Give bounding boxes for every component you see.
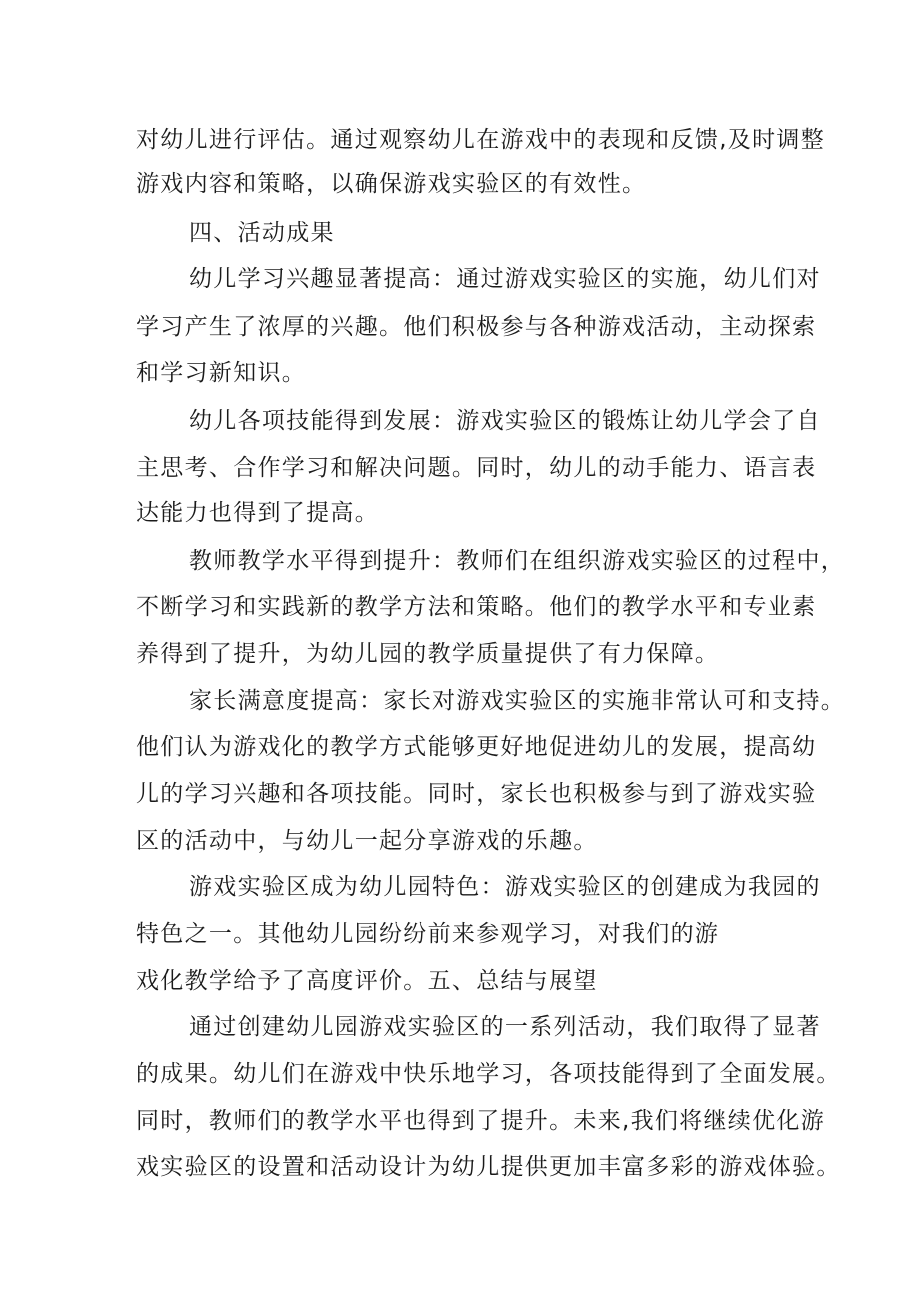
text-line: 的成果。幼儿们在游戏中快乐地学习，各项技能得到了全面发展。 — [136, 1061, 841, 1087]
text-line: 对幼儿进行评估。通过观察幼儿在游戏中的表现和反馈,及时调整 — [136, 127, 826, 153]
text-line: 区的活动中，与幼儿一起分享游戏的乐趣。 — [136, 828, 598, 854]
text-line: 他们认为游戏化的教学方式能够更好地促进幼儿的发展，提高幼 — [136, 734, 817, 760]
text-line: 幼儿各项技能得到发展：游戏实验区的锻炼让幼儿学会了自 — [189, 408, 821, 434]
text-line: 通过创建幼儿园游戏实验区的一系列活动，我们取得了显著 — [189, 1014, 821, 1040]
text-line: 特色之一。其他幼儿园纷纷前来参观学习，对我们的游 — [136, 921, 720, 947]
text-line: 儿的学习兴趣和各项技能。同时，家长也积极参与到了游戏实验 — [136, 781, 817, 807]
text-line: 游戏内容和策略，以确保游戏实验区的有效性。 — [136, 171, 647, 197]
text-line: 戏化教学给予了高度评价。五、总结与展望 — [136, 968, 598, 994]
text-line: 家长满意度提高：家长对游戏实验区的实施非常认可和支持。 — [189, 688, 846, 714]
text-line: 同时，教师们的教学水平也得到了提升。未来,我们将继续优化游 — [136, 1108, 826, 1134]
text-line: 学习产生了浓厚的兴趣。他们积极参与各种游戏活动，主动探索 — [136, 314, 817, 340]
section-heading: 四、活动成果 — [189, 220, 335, 246]
text-line: 戏实验区的设置和活动设计为幼儿提供更加丰富多彩的游戏体验。 — [136, 1154, 841, 1180]
text-line: 游戏实验区成为幼儿园特色：游戏实验区的创建成为我园的 — [189, 874, 821, 900]
text-line: 和学习新知识。 — [136, 360, 307, 386]
text-line: 主思考、合作学习和解决问题。同时，幼儿的动手能力、语言表 — [136, 455, 817, 481]
text-line: 幼儿学习兴趣显著提高：通过游戏实验区的实施，幼儿们对 — [189, 266, 821, 292]
text-line: 不断学习和实践新的教学方法和策略。他们的教学水平和专业素 — [136, 594, 817, 620]
text-line: 养得到了提升，为幼儿园的教学质量提供了有力保障。 — [136, 641, 720, 667]
text-line: 教师教学水平得到提升：教师们在组织游戏实验区的过程中， — [189, 548, 846, 574]
text-line: 达能力也得到了提高。 — [136, 500, 379, 526]
